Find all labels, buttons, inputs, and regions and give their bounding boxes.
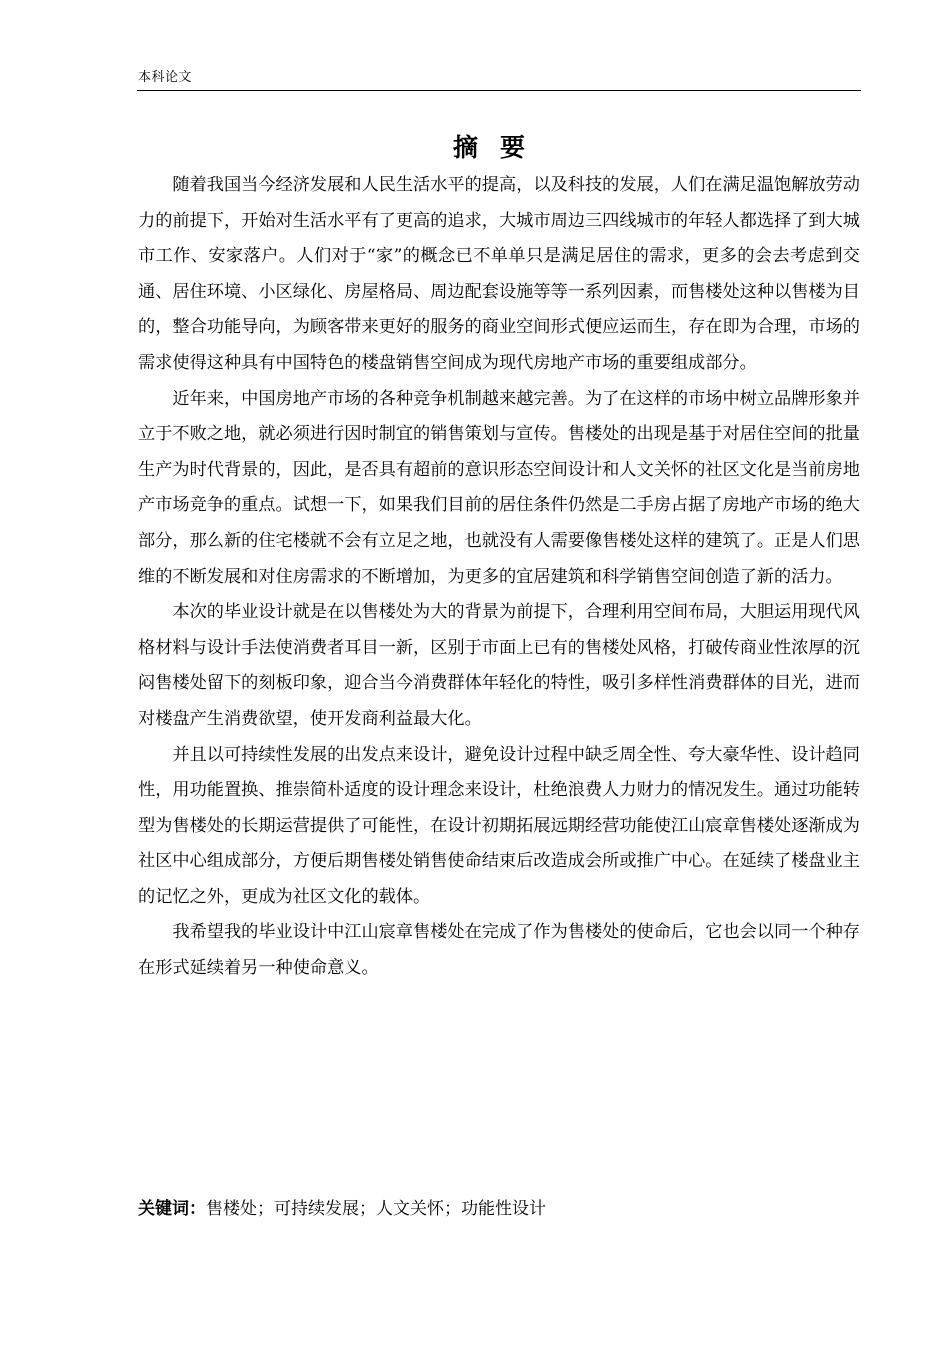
keywords-line (138, 1193, 546, 1225)
keywords-value: 售楼处；可持续发展；人文关怀；功能性设计 (206, 1199, 546, 1219)
header-divider (137, 90, 861, 91)
abstract-paragraph-1: 随着我国当今经济发展和人民生活水平的提高，以及科技的发展，人们在满足温饱解放劳动力的前提下，开始对生活水平有了更高的追求，大城市周边三四线城市的年轻人都选择了到大城市工作、安家落户。人们对于“家”的概念已不单单只是满足居住的需求，更多的会去考虑到交通、居住环境、小区绿化、房屋格局、周边配套设施等等一系列因素，而售楼处这种以售楼为目的，整合功能导向，为顾客带来更好的服务的商业空间形式便应运而生，存在即为合理，市场的需求使得这种具有中国特色的楼盘销售空间成为现代房地产市场的重要组成部分。 (138, 175, 860, 373)
abstract-body (138, 168, 860, 987)
abstract-paragraph-4: 并且以可持续性发展的出发点来设计，避免设计过程中缺乏周全性、夸大豪华性、设计趋同性，用功能置换、推崇简朴适度的设计理念来设计，杜绝浪费人力财力的情况发生。通过功能转型为售楼处的长期运营提供了可能性，在设计初期拓展远期经营功能使江山宸章售楼处逐渐成为社区中心组成部分，方便后期售楼处销售使命结束后改造成会所或推广中心。在延续了楼盘业主的记忆之外，更成为社区文化的载体。 (138, 744, 860, 907)
abstract-paragraph-5: 我希望我的毕业设计中江山宸章售楼处在完成了作为售楼处的使命后，它也会以同一个种存在形式延续着另一种使命意义。 (138, 922, 860, 979)
abstract-paragraph-2: 近年来，中国房地产市场的各种竞争机制越来越完善。为了在这样的市场中树立品牌形象并立于不败之地，就必须进行因时制宜的销售策划与宣传。售楼处的出现是基于对居住空间的批量生产为时代背景的，因此，是否具有超前的意识形态空间设计和人文关怀的社区文化是当前房地产市场竞争的重点。试想一下，如果我们目前的居住条件仍然是二手房占据了房地产市场的绝大部分，那么新的住宅楼就不会有立足之地，也就没有人需要像售楼处这样的建筑了。正是人们思维的不断发展和对住房需求的不断增加，为更多的宜居建筑和科学销售空间创造了新的活力。 (138, 388, 860, 587)
keywords-label: 关键词： (138, 1199, 206, 1219)
document-header-label: 本科论文 (138, 70, 193, 85)
abstract-paragraph-3: 本次的毕业设计就是在以售楼处为大的背景为前提下，合理利用空间布局，大胆运用现代风格材料与设计手法使消费者耳目一新，区别于市面上已有的售楼处风格，打破传商业性浓厚的沉闷售楼处留下的刻板印象，迎合当今消费群体年轻化的特性，吸引多样性消费群体的目光，进而对楼盘产生消费欲望，使开发商利益最大化。 (138, 602, 860, 729)
abstract-title: 摘要 (452, 133, 547, 162)
